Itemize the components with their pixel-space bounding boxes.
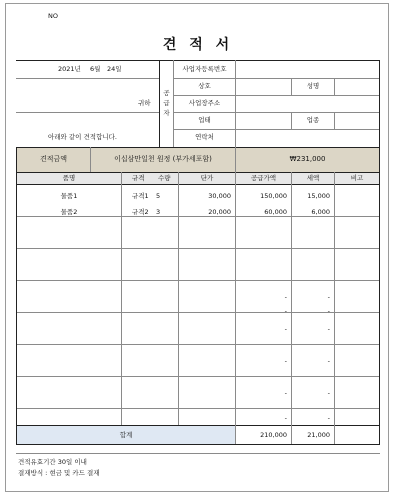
total-tax: 21,000	[307, 431, 330, 439]
row1-unit-price: 30,000	[208, 192, 231, 200]
table-row-line-6	[16, 376, 380, 377]
supplier-vertical-3: 자	[163, 109, 170, 117]
col-header-spec: 규격	[132, 174, 145, 182]
col-header-note: 비고	[350, 174, 364, 182]
table-header-bottom-line	[16, 184, 380, 185]
table-right-border	[379, 172, 380, 444]
supplier-value-col-line	[235, 60, 236, 147]
empty-row-dash: -	[327, 389, 330, 397]
table-row-line-2	[16, 248, 380, 249]
empty-row-dash: -	[284, 293, 287, 301]
empty-row-dash: -	[327, 325, 330, 333]
label-company: 상호	[198, 82, 211, 90]
row2-supply: 60,000	[264, 208, 287, 216]
col-header-name: 품명	[62, 174, 76, 182]
table-row-line-5	[16, 344, 380, 345]
no-label: NO	[48, 12, 58, 20]
table-total-top-line	[16, 425, 380, 426]
row2-name: 물품2	[60, 208, 78, 216]
amount-label: 견적금액	[39, 155, 68, 163]
supplier-name-col-line-2	[334, 78, 335, 95]
amount-korean: 이십삼만일천 원정 (부가세포함)	[114, 155, 212, 163]
table-bottom-line	[16, 444, 380, 445]
row1-supply: 150,000	[260, 192, 287, 200]
label-biz-type: 업태	[198, 116, 211, 124]
footer-payment: 결재방식 : 현금 및 카드 결재	[18, 469, 100, 477]
empty-row-dash: -	[327, 357, 330, 365]
col-header-supply: 공급가액	[250, 174, 277, 182]
table-row-line-3	[16, 280, 380, 281]
header-top-line	[16, 60, 380, 61]
row1-qty: 5	[156, 192, 161, 200]
document-title: 견 적 서	[162, 37, 234, 53]
footer-validity: 견적유효기간 30일 이내	[18, 458, 87, 466]
col-line-spec	[121, 172, 122, 425]
col-line-note	[334, 172, 335, 444]
label-contact: 연락처	[195, 133, 214, 141]
col-header-unit-price: 단가	[200, 174, 214, 182]
date-underline	[16, 78, 159, 79]
quotation-sheet	[5, 3, 389, 492]
empty-row-dash: -	[284, 357, 287, 365]
supplier-vertical-2: 급	[163, 99, 170, 107]
intro-text: 아래와 같이 견적합니다.	[48, 133, 117, 141]
col-header-tax: 세액	[306, 174, 320, 182]
date-year: 2021년	[58, 65, 81, 73]
row2-unit-price: 20,000	[208, 208, 231, 216]
label-biz-item: 업종	[306, 116, 320, 124]
empty-row-dash: -	[284, 389, 287, 397]
recipient-underline	[16, 112, 159, 113]
row1-tax: 15,000	[307, 192, 330, 200]
row1-spec: 규격1	[132, 192, 149, 200]
supplier-vertical-1: 공	[163, 89, 170, 97]
recipient-suffix: 귀하	[138, 99, 151, 107]
col-header-qty: 수량	[158, 174, 171, 182]
supplier-row-line-2	[173, 95, 379, 96]
supplier-row-line-4	[173, 129, 379, 130]
row2-qty: 3	[156, 208, 161, 216]
footer-line	[16, 453, 380, 454]
empty-row-dash: -	[284, 307, 287, 315]
empty-row-dash: -	[327, 414, 330, 422]
row2-tax: 6,000	[311, 208, 330, 216]
supplier-item-col-line-2	[334, 112, 335, 129]
supplier-row-line-3	[173, 112, 379, 113]
supplier-right-border	[379, 60, 380, 147]
amount-numeric: ₩231,000	[289, 155, 326, 163]
row1-name: 물품1	[60, 192, 78, 200]
table-row-line-7	[16, 408, 380, 409]
row2-spec: 규격2	[132, 208, 149, 216]
table-row-line-1	[16, 216, 380, 217]
empty-row-dash: -	[327, 307, 330, 315]
label-biz-no: 사업자등록번호	[182, 65, 227, 73]
total-supply: 210,000	[260, 431, 287, 439]
total-label: 합계	[119, 431, 133, 439]
table-top-line	[16, 172, 380, 173]
empty-row-dash: -	[284, 325, 287, 333]
date-day: 24일	[107, 65, 122, 73]
supplier-row-line-1	[173, 78, 379, 79]
empty-row-dash: -	[327, 293, 330, 301]
amount-right-border	[379, 147, 380, 172]
date-month: 6월	[90, 65, 101, 73]
empty-row-dash: -	[284, 414, 287, 422]
amount-top-line	[16, 147, 380, 148]
label-address: 사업장주소	[188, 99, 221, 107]
label-name: 성명	[306, 82, 320, 90]
